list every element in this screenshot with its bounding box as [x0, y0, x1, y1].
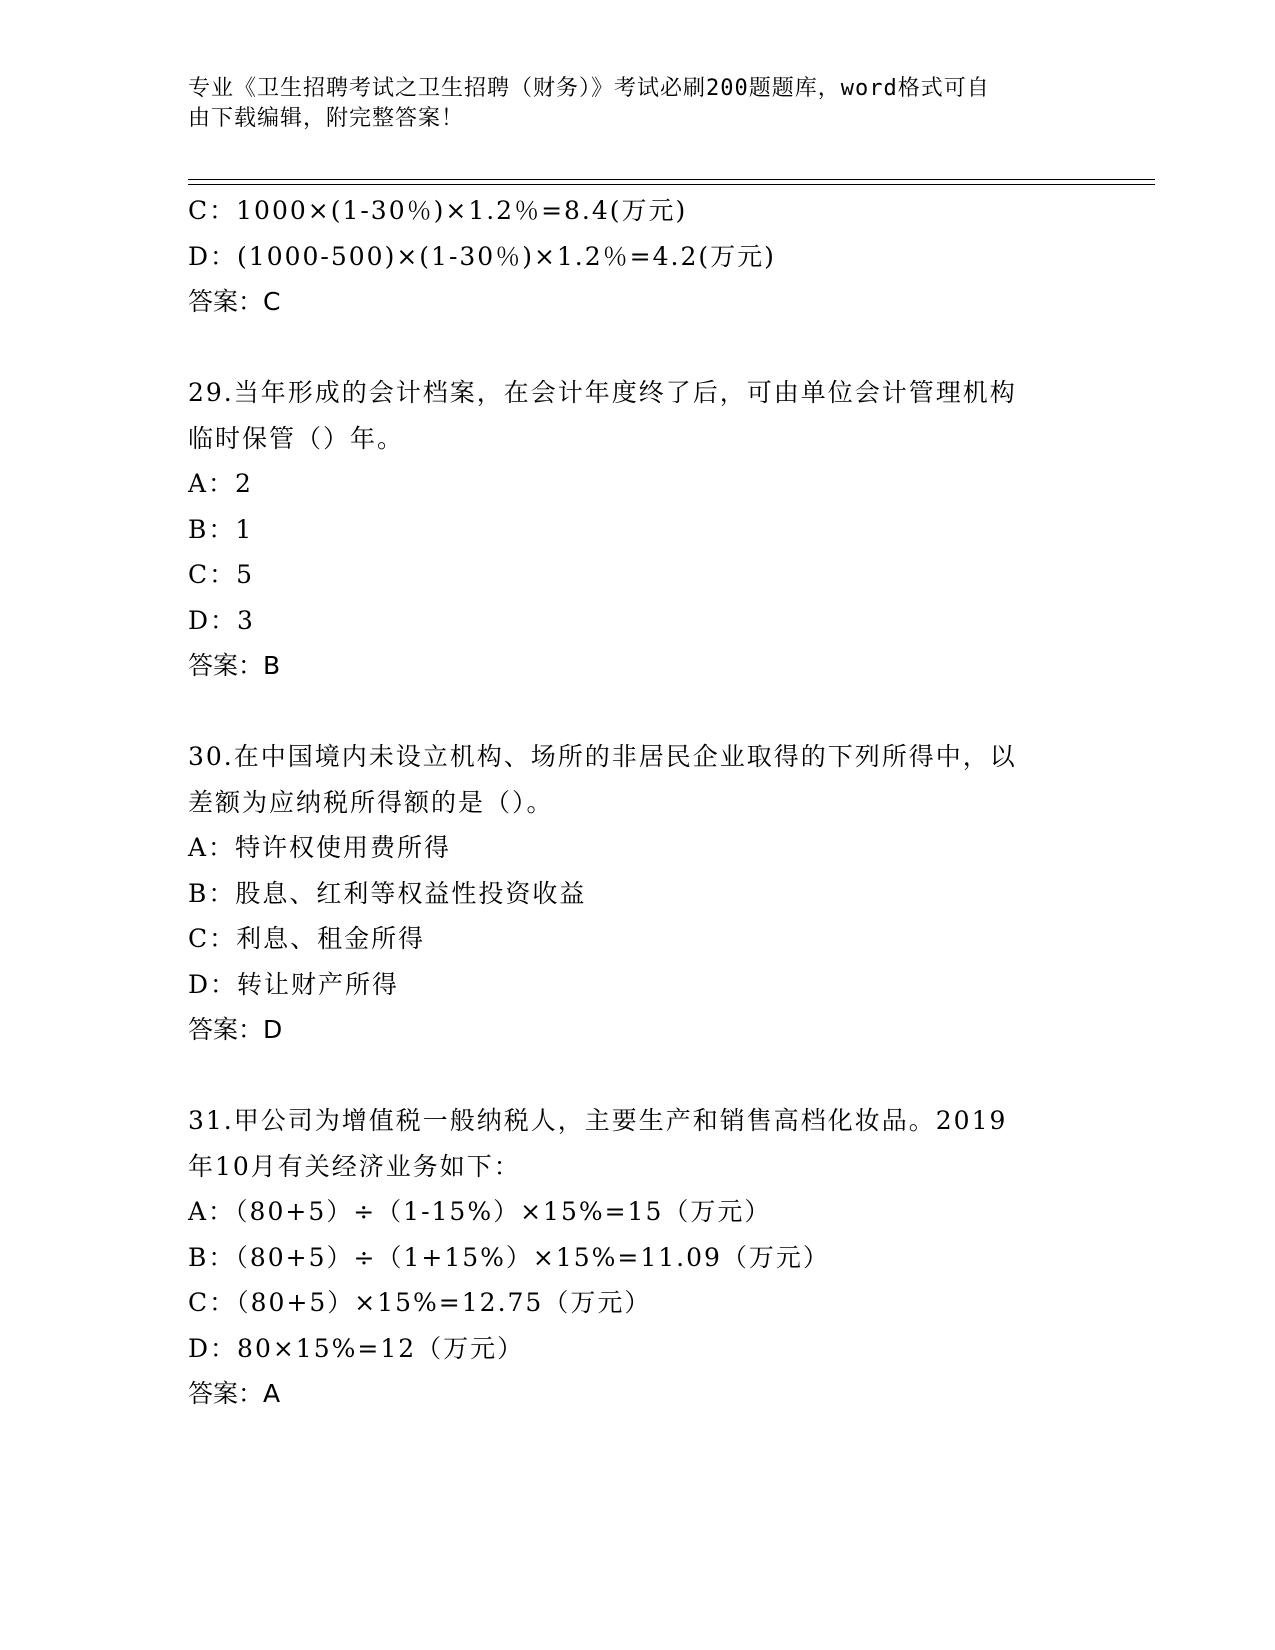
option-b: B：股息、红利等权益性投资收益 [188, 878, 587, 908]
option-c: C：（80+5）×15%=12.75（万元） [188, 1288, 652, 1317]
header-divider-top [188, 179, 1155, 180]
block-spacer [188, 689, 1088, 735]
question-block-30 [188, 734, 1088, 1053]
answer-line: 答案：C [188, 287, 281, 316]
document-header [188, 74, 1068, 134]
answer-line: 答案：A [188, 1379, 281, 1408]
question-block-29 [188, 370, 1088, 689]
question-block-31 [188, 1098, 1088, 1417]
question-text: 差额为应纳税所得额的是（）。 [188, 787, 554, 817]
option-c: C：1000×(1-30％)×1.2％=8.4(万元) [188, 196, 688, 225]
question-text: 31.甲公司为增值税一般纳税人，主要生产和销售高档化妆品。2019 [188, 1106, 1008, 1135]
option-b: B：（80+5）÷（1+15%）×15%=11.09（万元） [188, 1242, 830, 1272]
question-text: 29.当年形成的会计档案，在会计年度终了后，可由单位会计管理机构 [188, 378, 1017, 407]
option-c: C：利息、租金所得 [188, 924, 426, 953]
option-d: D：(1000-500)×(1-30％)×1.2％=4.2(万元) [188, 241, 776, 271]
option-d: D：3 [188, 605, 255, 635]
question-text: 年10月有关经济业务如下： [188, 1151, 521, 1181]
header-line-1: 专业《卫生招聘考试之卫生招聘（财务）》考试必刷200题题库，word格式可自 [188, 76, 990, 101]
option-d: D：转让财产所得 [188, 969, 400, 999]
option-b: B：1 [188, 514, 254, 544]
answer-line: 答案：B [188, 651, 281, 680]
option-a: A：（80+5）÷（1-15%）×15%=15（万元） [188, 1197, 772, 1226]
question-text: 30.在中国境内未设立机构、场所的非居民企业取得的下列所得中，以 [188, 742, 1017, 771]
block-spacer [188, 325, 1088, 371]
option-d: D：80×15%=12（万元） [188, 1333, 525, 1363]
option-a: A：特许权使用费所得 [188, 833, 452, 862]
option-a: A：2 [188, 469, 253, 498]
answer-line: 答案：D [188, 1015, 283, 1044]
header-divider-bottom [188, 184, 1155, 185]
question-text: 临时保管（）年。 [188, 423, 405, 453]
question-list [188, 188, 1088, 1417]
block-spacer [188, 1053, 1088, 1099]
header-line-2: 由下载编辑，附完整答案！ [188, 106, 465, 131]
option-c: C：5 [188, 560, 255, 589]
question-block-28 [188, 188, 1088, 325]
